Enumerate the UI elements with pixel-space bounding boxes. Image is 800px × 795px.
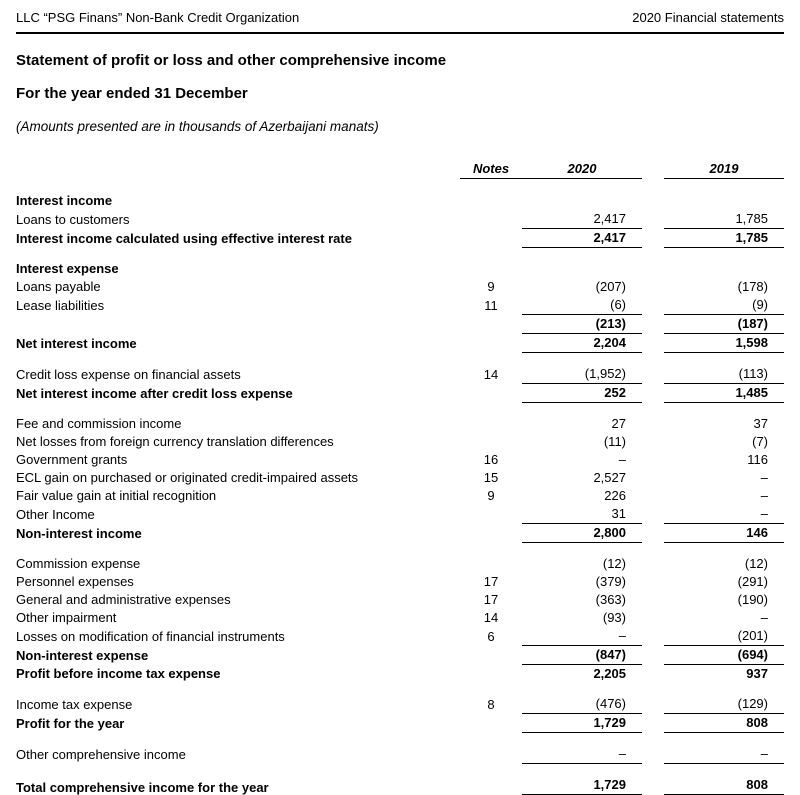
row-value-2020: 226 — [604, 488, 626, 503]
row-label: Personnel expenses — [16, 574, 134, 589]
row-value-2020: 2,800 — [522, 524, 642, 543]
row-label: Total comprehensive income for the year — [16, 780, 269, 795]
row-label: Profit for the year — [16, 716, 125, 731]
header-right-label: 2020 Financial statements — [632, 10, 784, 25]
table-body — [16, 192, 784, 795]
row-value-2019: 808 — [664, 714, 784, 733]
row-label: Income tax expense — [16, 697, 133, 712]
row-note: 9 — [487, 488, 495, 503]
row-label: Loans to customers — [16, 212, 130, 227]
row-value-2020: 2,417 — [522, 210, 642, 229]
row-value-2019: – — [664, 745, 784, 764]
table-row — [16, 260, 784, 278]
row-value-2020: 31 — [522, 505, 642, 524]
row-value-2019: 1,485 — [664, 384, 784, 403]
table-row — [16, 433, 784, 451]
table-row — [16, 591, 784, 609]
column-header-2020: 2020 — [522, 160, 642, 179]
row-value-2019: – — [760, 610, 768, 625]
table-row — [16, 469, 784, 487]
statement-title: Statement of profit or loss and other comprehensive income — [16, 52, 447, 69]
row-label: Loans payable — [16, 279, 101, 294]
row-label: Fee and commission income — [16, 416, 182, 431]
row-label: General and administrative expenses — [16, 592, 231, 607]
row-value-2019: (178) — [737, 279, 768, 294]
row-value-2019: (129) — [664, 695, 784, 714]
row-label: Lease liabilities — [16, 298, 105, 313]
row-value-2019: 1,785 — [664, 229, 784, 248]
row-value-2020: (207) — [595, 279, 626, 294]
table-row — [16, 365, 784, 384]
table-row — [16, 524, 784, 543]
row-value-2019: 1,785 — [664, 210, 784, 229]
financial-statement-table — [16, 160, 784, 795]
table-header-row — [16, 160, 784, 179]
column-header-2019: 2019 — [664, 160, 784, 179]
row-label: Net interest income after credit loss expense — [16, 386, 293, 401]
row-note: 9 — [487, 279, 495, 294]
row-label: Commission expense — [16, 556, 141, 571]
table-row — [16, 714, 784, 733]
table-row — [16, 334, 784, 353]
table-row — [16, 451, 784, 469]
table-row — [16, 487, 784, 505]
company-name: LLC “PSG Finans” Non-Bank Credit Organization — [16, 10, 300, 25]
row-label: Other impairment — [16, 610, 117, 625]
row-value-2020: – — [522, 627, 642, 646]
row-value-2020: – — [618, 452, 626, 467]
row-label: ECL gain on purchased or originated credit-impaired assets — [16, 470, 359, 485]
document-header — [16, 6, 784, 34]
row-label: Fair value gain at initial recognition — [16, 488, 217, 503]
table-row — [16, 229, 784, 248]
table-row — [16, 573, 784, 591]
row-label: Credit loss expense on financial assets — [16, 367, 241, 382]
row-note: 14 — [483, 610, 499, 625]
table-row — [16, 415, 784, 433]
row-label: Government grants — [16, 452, 128, 467]
row-value-2019: (201) — [664, 627, 784, 646]
row-value-2020: 2,205 — [593, 666, 626, 681]
table-row — [16, 555, 784, 573]
row-label: Other Income — [16, 507, 95, 522]
row-value-2019: (187) — [664, 315, 784, 334]
row-value-2020: – — [522, 745, 642, 764]
row-value-2019: (113) — [664, 365, 784, 384]
column-header-notes: Notes — [460, 160, 522, 179]
row-value-2019: 146 — [664, 524, 784, 543]
row-note: 17 — [483, 574, 499, 589]
row-value-2019: (291) — [737, 574, 768, 589]
row-value-2019: 116 — [747, 452, 768, 467]
row-value-2019: (9) — [664, 296, 784, 315]
row-value-2020: (476) — [522, 695, 642, 714]
table-row — [16, 665, 784, 683]
row-note: 15 — [483, 470, 499, 485]
row-value-2020: (6) — [522, 296, 642, 315]
row-label: Interest income calculated using effective interest rate — [16, 231, 352, 246]
row-value-2020: 27 — [611, 416, 626, 431]
amounts-note: (Amounts presented are in thousands of Azerbaijani manats) — [16, 119, 379, 134]
row-label: Net interest income — [16, 336, 137, 351]
row-value-2020: 2,527 — [593, 470, 626, 485]
row-value-2019: (190) — [737, 592, 768, 607]
row-value-2019: 37 — [753, 416, 768, 431]
table-row — [16, 776, 784, 795]
row-value-2019: (7) — [752, 434, 768, 449]
row-label: Other comprehensive income — [16, 747, 186, 762]
row-label: Net losses from foreign currency translation differences — [16, 434, 334, 449]
row-value-2020: (12) — [602, 556, 626, 571]
row-label: Profit before income tax expense — [16, 666, 221, 681]
row-value-2020: (379) — [595, 574, 626, 589]
row-value-2019: 937 — [746, 666, 768, 681]
row-note: 16 — [483, 452, 499, 467]
row-note: 8 — [487, 697, 495, 712]
row-value-2019: 808 — [664, 776, 784, 795]
row-value-2019: – — [760, 470, 768, 485]
row-value-2020: 1,729 — [522, 714, 642, 733]
row-value-2019: (694) — [664, 646, 784, 665]
row-label: Interest expense — [16, 261, 119, 276]
row-value-2020: (1,952) — [522, 365, 642, 384]
table-row — [16, 505, 784, 524]
row-value-2020: 2,204 — [522, 334, 642, 353]
row-value-2020: (93) — [602, 610, 626, 625]
row-value-2019: (12) — [744, 556, 768, 571]
table-row — [16, 315, 784, 334]
row-value-2020: (213) — [522, 315, 642, 334]
row-value-2020: (11) — [603, 434, 626, 449]
row-value-2019: – — [664, 505, 784, 524]
statement-subtitle: For the year ended 31 December — [16, 85, 248, 102]
row-note: 17 — [483, 592, 499, 607]
row-value-2020: (847) — [522, 646, 642, 665]
table-row — [16, 192, 784, 210]
row-label: Non-interest income — [16, 526, 142, 541]
row-note: 14 — [483, 367, 499, 382]
row-value-2020: 252 — [522, 384, 642, 403]
table-row — [16, 296, 784, 315]
table-row — [16, 384, 784, 403]
row-value-2019: – — [760, 488, 768, 503]
table-row — [16, 646, 784, 665]
row-value-2020: 1,729 — [522, 776, 642, 795]
table-row — [16, 278, 784, 296]
row-note: 11 — [484, 298, 498, 313]
table-row — [16, 627, 784, 646]
table-row — [16, 745, 784, 764]
row-label: Losses on modification of financial instruments — [16, 629, 285, 644]
row-value-2019: 1,598 — [664, 334, 784, 353]
row-note: 6 — [487, 629, 495, 644]
row-value-2020: (363) — [595, 592, 626, 607]
table-row — [16, 695, 784, 714]
row-label: Interest income — [16, 193, 113, 208]
table-row — [16, 210, 784, 229]
row-value-2020: 2,417 — [522, 229, 642, 248]
row-label: Non-interest expense — [16, 648, 149, 663]
table-row — [16, 609, 784, 627]
